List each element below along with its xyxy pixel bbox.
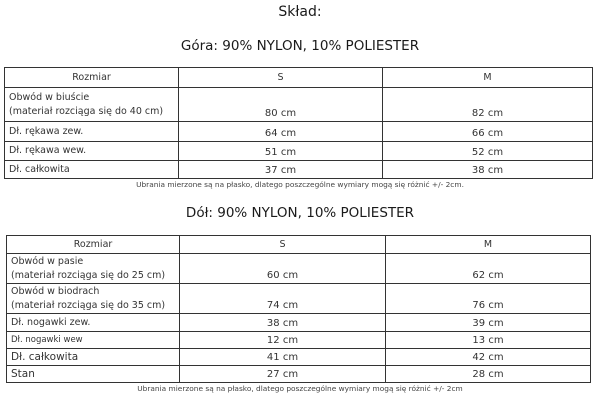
row-label-line1: Obwód w biodrach: [11, 285, 100, 297]
row-label: Dł. nogawki wew: [7, 332, 180, 349]
column-header-s: S: [179, 68, 383, 88]
value-s: 38 cm: [180, 314, 386, 332]
value-s: 74 cm: [180, 284, 386, 314]
row-label: Dł. nogawki zew.: [7, 314, 180, 332]
row-label-line1: Obwód w pasie: [11, 255, 84, 267]
value-m: 38 cm: [383, 161, 593, 179]
value-m: 66 cm: [383, 122, 593, 142]
value-s: 64 cm: [179, 122, 383, 142]
table-row: [5, 122, 593, 142]
row-label: Dł. całkowita: [7, 349, 180, 366]
bottom-measurement-note: Ubrania mierzone są na płasko, dlatego poszczególne wymiary mogą się różnić +/- 2cm: [137, 384, 463, 393]
table-row: [7, 254, 591, 284]
row-label: Dł. całkowita: [5, 161, 179, 179]
column-header-size: Rozmiar: [5, 68, 179, 88]
table-row: [7, 314, 591, 332]
row-label-line2: (materiał rozciąga się do 40 cm): [9, 105, 164, 117]
column-header-m: M: [383, 68, 593, 88]
value-s: 60 cm: [180, 254, 386, 284]
value-m: 39 cm: [386, 314, 591, 332]
top-size-table: [4, 67, 593, 179]
value-m: 62 cm: [386, 254, 591, 284]
table-row: [5, 142, 593, 161]
value-m: 28 cm: [386, 366, 591, 383]
table-row: [7, 284, 591, 314]
page-title: Skład:: [278, 4, 322, 20]
row-label: [5, 88, 179, 122]
row-label: [7, 254, 180, 284]
top-measurement-note: Ubrania mierzone są na płasko, dlatego poszczególne wymiary mogą się różnić +/- 2cm.: [136, 180, 464, 189]
value-m: 82 cm: [383, 88, 593, 122]
table-row: [7, 349, 591, 366]
column-header-s: S: [180, 236, 386, 254]
row-label-line2: (materiał rozciąga się do 35 cm): [11, 299, 166, 311]
row-label: Dł. rękawa wew.: [5, 142, 179, 161]
table-row: [5, 88, 593, 122]
value-s: 27 cm: [180, 366, 386, 383]
value-s: 51 cm: [179, 142, 383, 161]
row-label-line2: (materiał rozciąga się do 25 cm): [11, 269, 166, 281]
value-m: 76 cm: [386, 284, 591, 314]
column-header-m: M: [386, 236, 591, 254]
bottom-size-table: [6, 235, 591, 383]
table-header-row: [7, 236, 591, 254]
row-label-line1: Obwód w biuście: [9, 91, 90, 103]
table-header-row: [5, 68, 593, 88]
row-label: Stan: [7, 366, 180, 383]
bottom-composition-heading: Dół: 90% NYLON, 10% POLIESTER: [185, 205, 415, 221]
row-label: [7, 284, 180, 314]
row-label: Dł. rękawa zew.: [5, 122, 179, 142]
value-s: 12 cm: [180, 332, 386, 349]
value-s: 80 cm: [179, 88, 383, 122]
table-row: [7, 366, 591, 383]
table-row: [5, 161, 593, 179]
value-s: 37 cm: [179, 161, 383, 179]
table-row: [7, 332, 591, 349]
column-header-size: Rozmiar: [7, 236, 180, 254]
top-composition-heading: Góra: 90% NYLON, 10% POLIESTER: [180, 38, 420, 54]
value-m: 52 cm: [383, 142, 593, 161]
value-m: 42 cm: [386, 349, 591, 366]
value-m: 13 cm: [386, 332, 591, 349]
value-s: 41 cm: [180, 349, 386, 366]
